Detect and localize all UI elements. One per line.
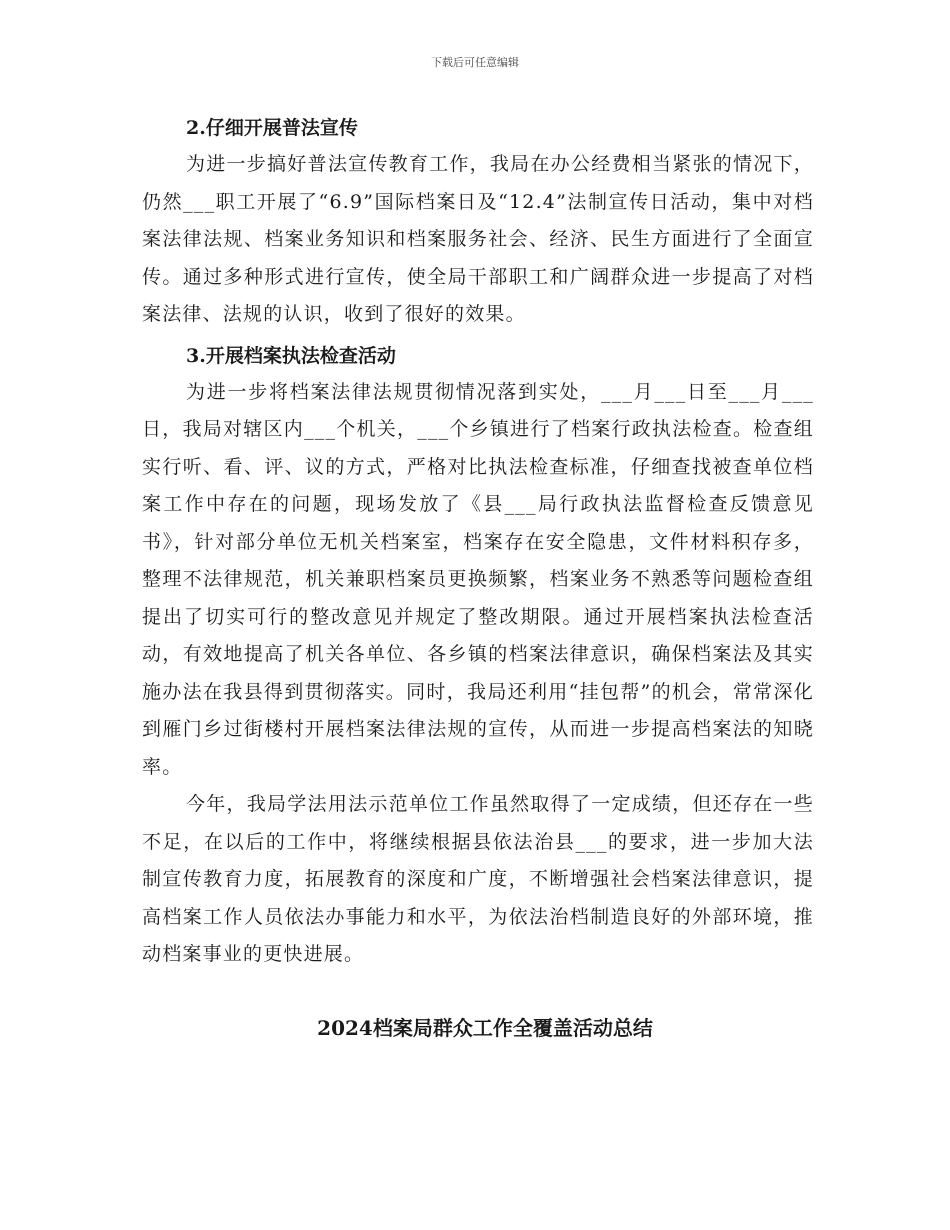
document-title: 2024档案局群众工作全覆盖活动总结 xyxy=(317,1016,653,1040)
paragraph-inspection: 为进一步将档案法律法规贯彻情况落到实处，___月___日至___月___日，我局对辖区内___个机关，___个乡镇进行了档案行政执法检查。检查组实行听、看、评、议的方式，严格对比执法检查标准，仔细查找被查单位档案工作中存在的问题，现场发放了《县___局行政执法监督检查反馈意见书》，针对部分单位无机关档案室，档案存在安全隐患，文件材料积存多，整理不法律规范，机关兼职档案员更换频繁，档案业务不熟悉等问题检查组提出了切实可行的整改意见并规定了整改期限。通过开展档案执法检查活动，有效地提高了机关各单位、各乡镇的档案法律意识，确保档案法及其实施办法在我县得到贯彻落实。同时，我局还利用“挂包帮”的机会，常常深化到雁门乡过街楼村开展档案法律法规的宣传，从而进一步提高档案法的知晓率。 xyxy=(142,380,814,778)
header-note: 下载后可任意编辑 xyxy=(431,56,519,69)
section-heading-publicity: 2.仔细开展普法宣传 xyxy=(186,117,358,139)
paragraph-publicity: 为进一步搞好普法宣传教育工作，我局在办公经费相当紧张的情况下，仍然___职工开展了“6.9”国际档案日及“12.4”法制宣传日活动，集中对档案法律法规、档案业务知识和档案服务社会、经济、民生方面进行了全面宣传。通过多种形式进行宣传，使全局干部职工和广阔群众进一步提高了对档案法律、法规的认识，收到了很好的效果。 xyxy=(142,153,814,325)
paragraph-summary: 今年，我局学法用法示范单位工作虽然取得了一定成绩，但还存在一些不足，在以后的工作中，将继续根据县依法治县___的要求，进一步加大法制宣传教育力度，拓展教育的深度和广度，不断增强社会档案法律意识，提高档案工作人员依法办事能力和水平，为依法治档制造良好的外部环境，推动档案事业的更快进展。 xyxy=(142,793,814,965)
document-body xyxy=(142,112,814,974)
section-heading-inspection: 3.开展档案执法检查活动 xyxy=(186,344,396,367)
